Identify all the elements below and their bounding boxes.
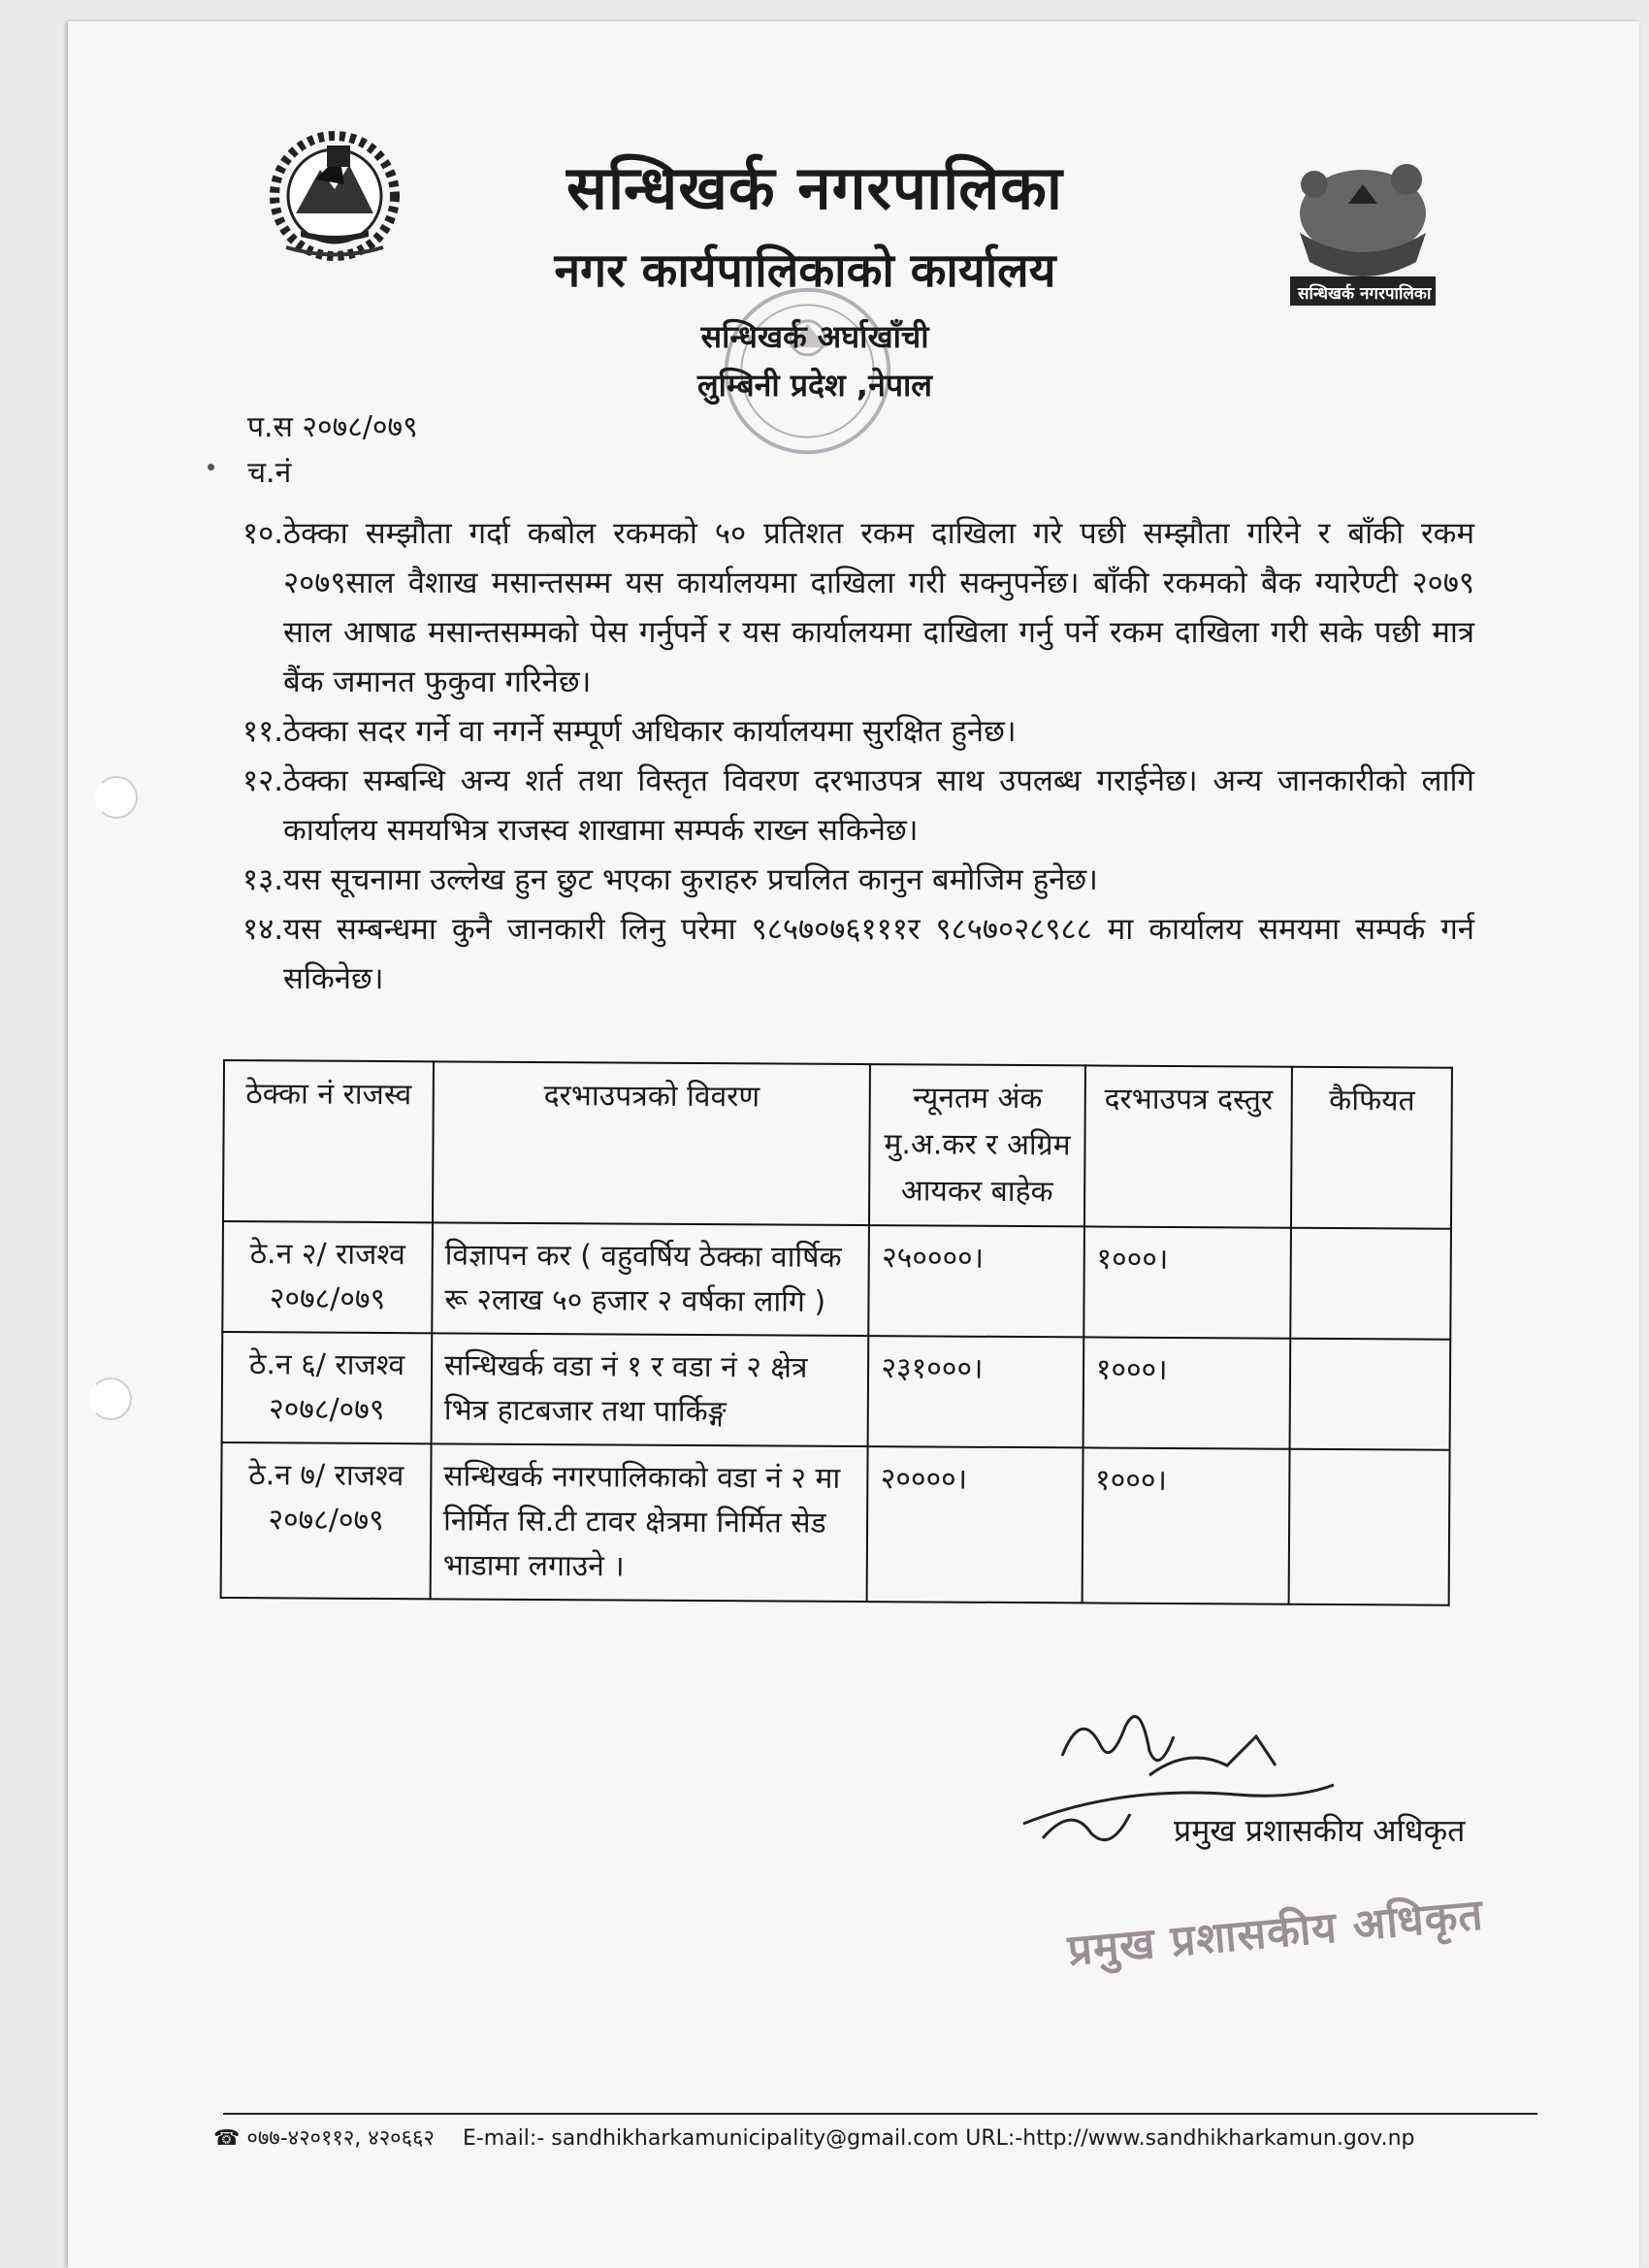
footer-divider — [223, 2113, 1537, 2115]
office-name: नगर कार्यपालिकाको कार्यालय — [554, 243, 1056, 298]
signatory-seal: प्रमुख प्रशासकीय अधिकृत — [1065, 1890, 1486, 1976]
dispatch-number: च.नं — [247, 456, 292, 490]
letter-number: प.स २०७८/०७९ — [247, 410, 418, 444]
cell-bid-fee: १०००। — [1082, 1447, 1290, 1604]
table-row — [222, 1332, 1451, 1450]
punch-hole — [95, 776, 138, 819]
clause-item — [242, 905, 1474, 1004]
phone-icon: ☎ — [213, 2126, 241, 2151]
clause-number: १३. — [242, 862, 284, 897]
clause-number: ११. — [242, 714, 284, 749]
notice-clauses — [242, 509, 1474, 1004]
header-description: दरभाउपत्रको विवरण — [433, 1061, 870, 1225]
header-contract-no: ठेक्का नं राजस्व — [223, 1060, 434, 1222]
footer-url[interactable]: URL:-http://www.sandhikharkamun.gov.np — [965, 2126, 1415, 2151]
cell-description: विज्ञापन कर ( वहुवर्षिय ठेक्का वार्षिक रू २लाख ५० हजार २ वर्षका लागि ) — [432, 1222, 869, 1336]
cell-minimum-amount: २३१०००। — [868, 1336, 1083, 1447]
footer-phone: ०७७-४२०११२, ४२०६६२ — [246, 2126, 435, 2151]
clause-item — [242, 509, 1474, 707]
table-row — [222, 1221, 1451, 1340]
cell-description: सन्धिखर्क वडा नं १ र वडा नं २ क्षेत्र भित्र हाटबजार तथा पार्किङ्ग — [432, 1333, 869, 1446]
punch-hole — [89, 1377, 132, 1420]
header-remarks: कैफियत — [1291, 1067, 1452, 1229]
signatory-title: प्रमुख प्रशासकीय अधिकृत — [1174, 1812, 1466, 1849]
footer-email[interactable]: E-mail:- sandhikharkamunicipality@gmail.com — [462, 2126, 959, 2151]
clause-text: ठेक्का सम्बन्धि अन्य शर्त तथा विस्तृत विवरण दरभाउपत्र साथ उपलब्ध गराईनेछ। अन्य जानकारीको लागि कार्यालय समयभित्र राजस्व शाखामा सम्पर्क राख्न सकिनेछ। — [283, 763, 1474, 848]
cell-remarks — [1290, 1339, 1450, 1450]
municipality-name: सन्धिखर्क नगरपालिका — [566, 152, 1063, 223]
clause-item — [242, 757, 1474, 856]
cell-contract-no: ठे.न ६/ राजश्व २०७८/०७९ — [222, 1332, 433, 1443]
cell-remarks — [1289, 1449, 1450, 1605]
clause-text: यस सूचनामा उल्लेख हुन छुट भएका कुराहरु प्रचलित कानुन बमोजिम हुनेछ। — [283, 862, 1098, 897]
footer-contact — [213, 2122, 1415, 2152]
clause-number: १२. — [242, 763, 284, 798]
clause-number: १४. — [242, 912, 284, 947]
cell-bid-fee: १०००। — [1083, 1337, 1290, 1448]
header-minimum-amount: न्यूनतम अंक मु.अ.कर र अग्रिम आयकर बाहेक — [869, 1064, 1084, 1226]
cell-minimum-amount: २५००००। — [869, 1225, 1084, 1337]
header-bid-fee: दरभाउपत्र दस्तुर — [1084, 1065, 1293, 1227]
clause-item — [242, 856, 1474, 905]
right-logo-label: सन्धिखर्क नगरपालिका — [1298, 284, 1432, 304]
clause-text: यस सम्बन्धमा कुनै जानकारी लिनु परेमा ९८५७०७६१११र ९८५७०२८९८८ मा कार्यालय समयमा सम्पर्क गर्न सकिनेछ। — [283, 912, 1474, 996]
tender-table — [220, 1059, 1453, 1606]
cell-contract-no: ठे.न २/ राजश्व २०७८/०७९ — [222, 1221, 433, 1333]
table-row — [221, 1442, 1450, 1605]
table-header-row — [223, 1060, 1452, 1229]
office-province: लुम्बिनी प्रदेश ,नेपाल — [696, 367, 933, 404]
clause-number: १०. — [242, 516, 284, 551]
clause-text: ठेक्का सदर गर्ने वा नगर्ने सम्पूर्ण अधिकार कार्यालयमा सुरक्षित हुनेछ। — [283, 714, 1017, 749]
cell-bid-fee: १०००। — [1083, 1226, 1291, 1338]
cell-description: सन्धिखर्क नगरपालिकाको वडा नं २ मा निर्मित सि.टी टावर क्षेत्रमा निर्मित सेड भाडामा लगाउने । — [431, 1443, 868, 1602]
clause-item — [242, 707, 1474, 757]
cell-contract-no: ठे.न ७/ राजश्व २०७८/०७९ — [221, 1442, 432, 1599]
cell-minimum-amount: २००००। — [867, 1446, 1083, 1603]
bullet-dot — [208, 464, 214, 470]
clause-text: ठेक्का सम्झौता गर्दा कबोल रकमको ५० प्रतिशत रकम दाखिला गरे पछी सम्झौता गरिने र बाँकी रकम २०७९साल वैशाख मसान्तसम्म यस कार्यालयमा दाखिला गरी सक्नुपर्नेछ। बाँकी रकमको बैक ग्यारेण्टी २०७९ साल आषाढ मसान्तसम्मको पेस गर्नुपर्ने र यस कार्यालयमा दाखिला गर्नु पर्ने रकम दाखिला गरी सके पछी मात्र बैंक जमानत फुकुवा गरिनेछ। — [283, 516, 1474, 699]
cell-remarks — [1291, 1228, 1451, 1340]
office-location: सन्धिखर्क अर्घाखाँची — [700, 318, 929, 355]
